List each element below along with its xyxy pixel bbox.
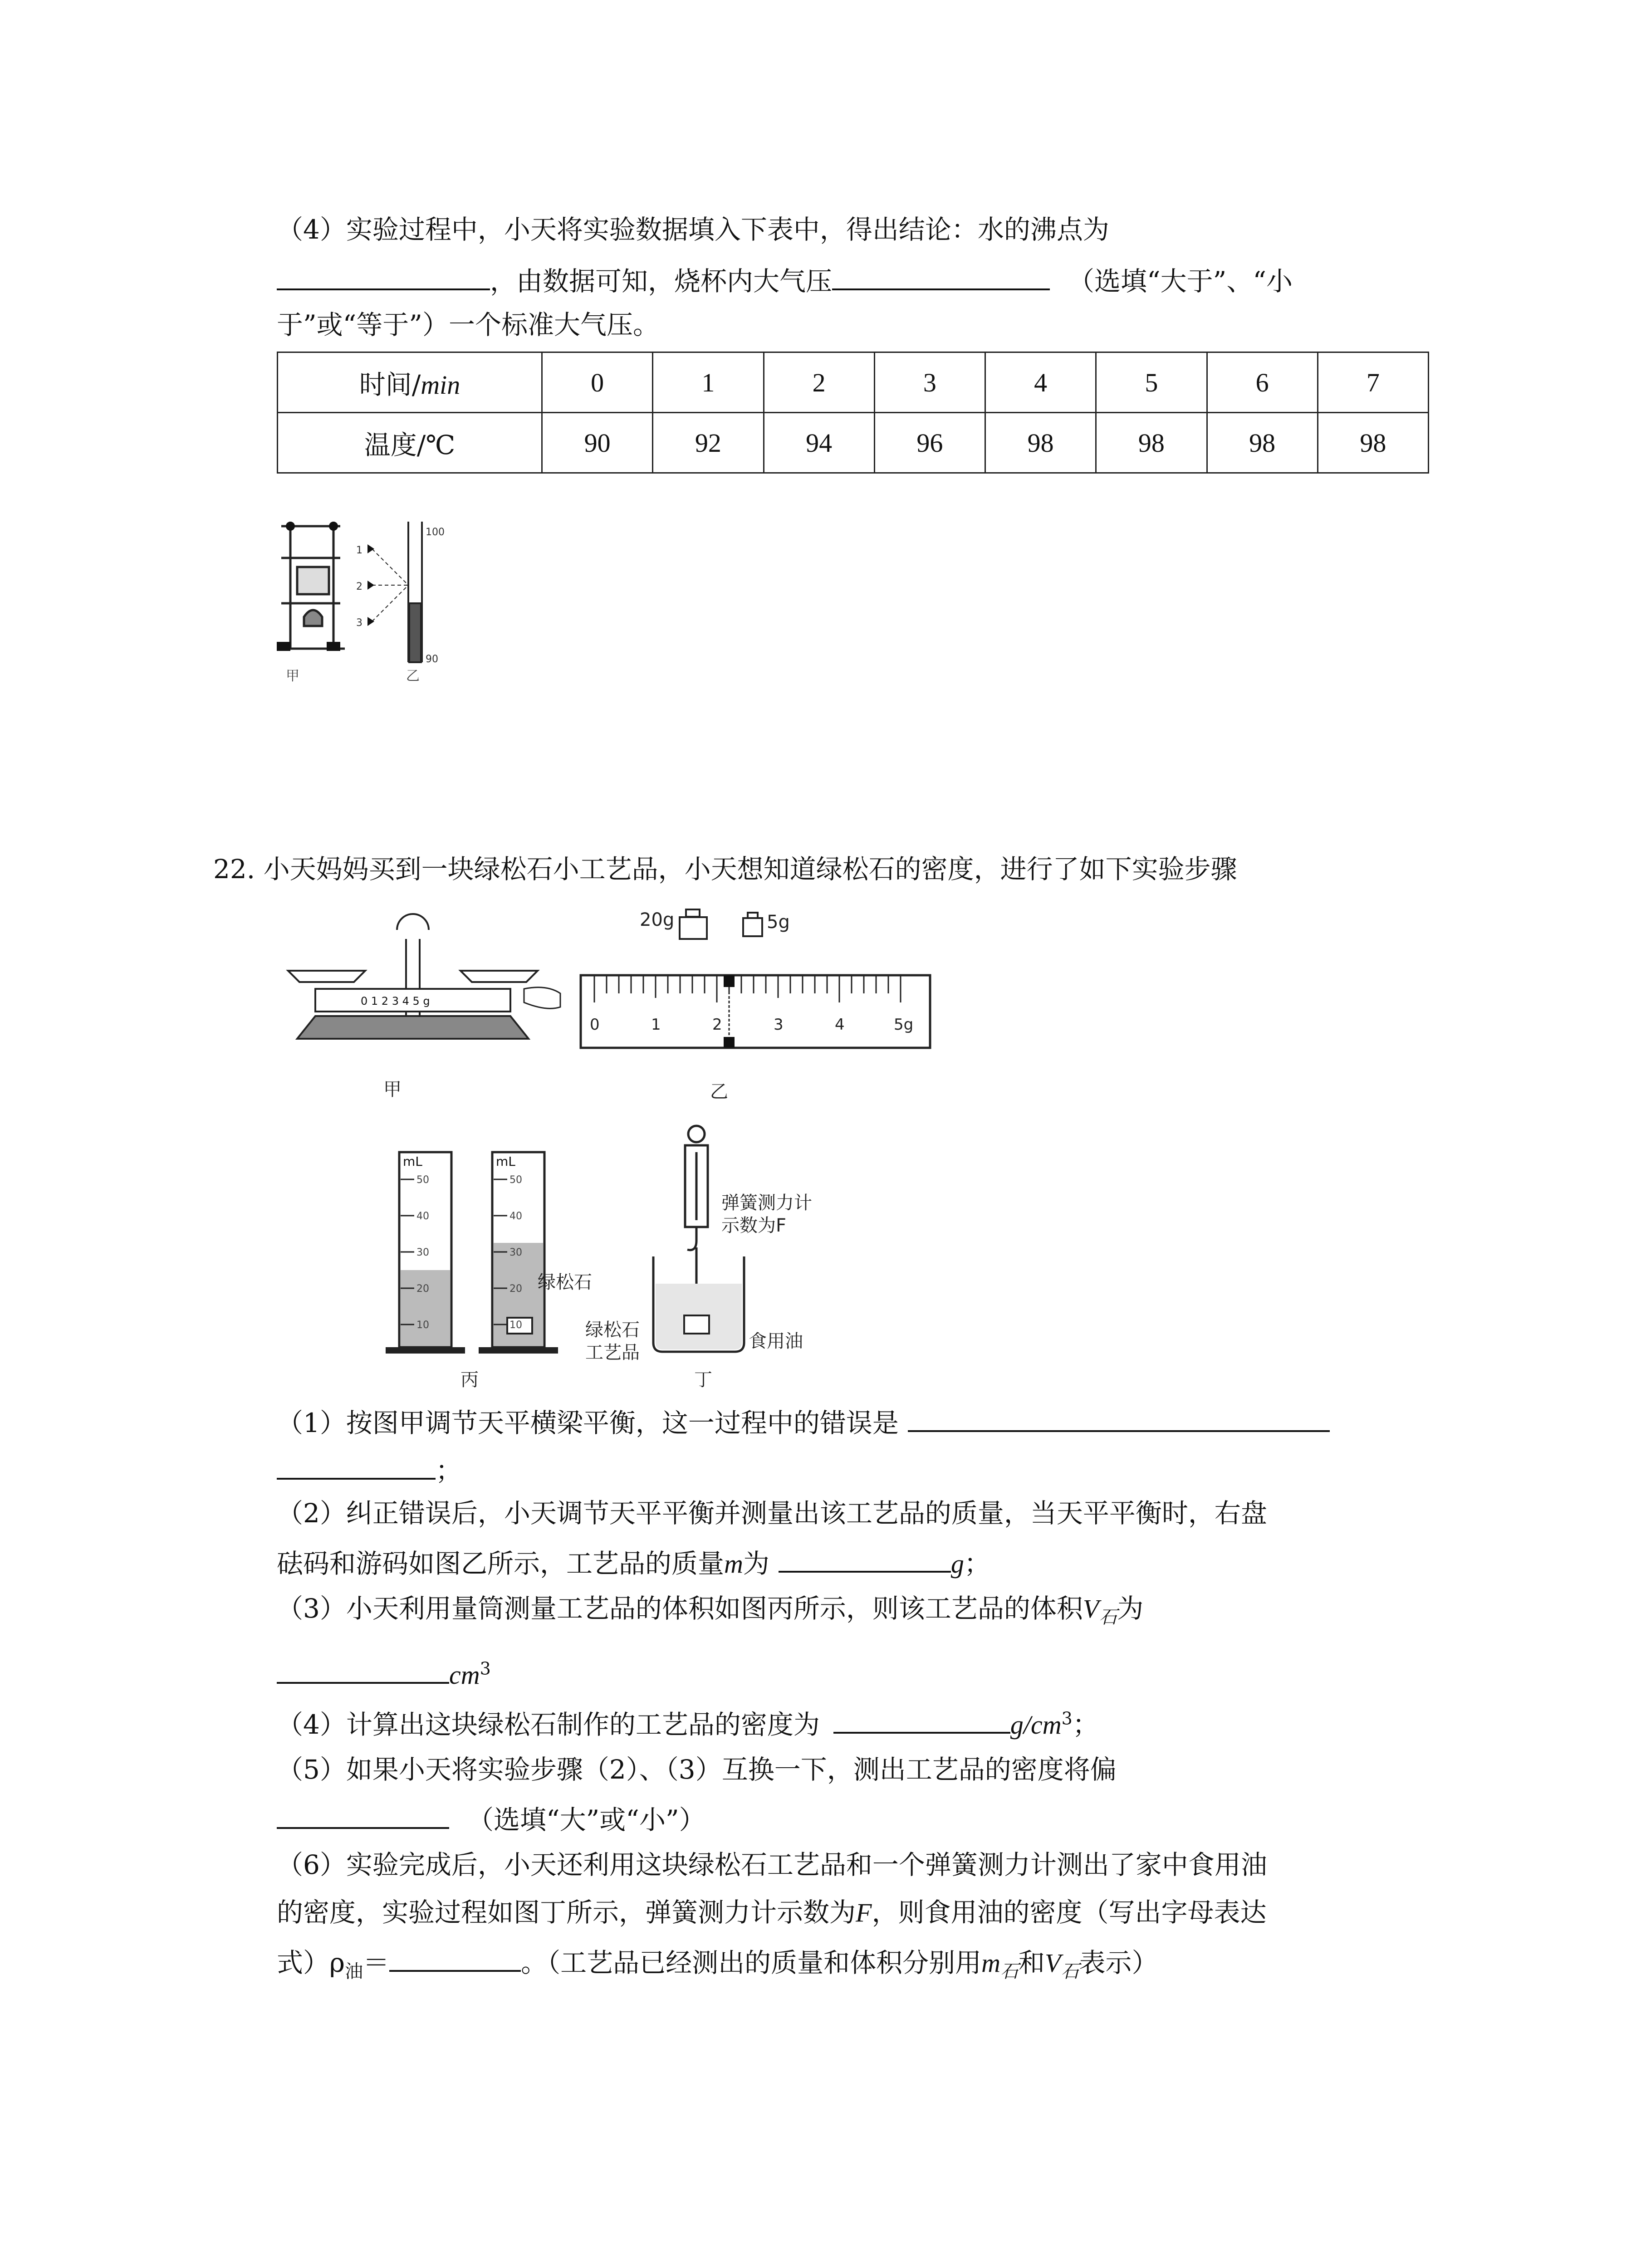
- weight-20g-icon: [676, 907, 712, 941]
- label-jia: 甲: [286, 668, 299, 684]
- table-row-temperature: [278, 413, 1429, 473]
- time-cell: 5: [1096, 352, 1207, 413]
- craft-in-oil-icon: [684, 1315, 709, 1334]
- q22-stem: 22. 小天妈妈买到一块绿松石小工艺品，小天想知道绿松石的密度，进行了如下实验步骤: [213, 854, 1237, 885]
- temp-cell: 94: [764, 413, 874, 473]
- cylinder-tick-label: 50: [509, 1174, 522, 1186]
- temp-cell: 98: [1207, 413, 1318, 473]
- q22-part3: （3）小天利用量筒测量工艺品的体积如图丙所示，则该工艺品的体积$V_石$为: [277, 1593, 1144, 1628]
- temp-cell: 98: [1318, 413, 1428, 473]
- caption-yi: 乙: [710, 1081, 728, 1102]
- caption-bing: 丙: [460, 1369, 479, 1390]
- density-blank[interactable]: [833, 1706, 1010, 1734]
- bias-blank[interactable]: [277, 1801, 449, 1829]
- position-3-label: 3: [356, 617, 362, 629]
- pressure-blank[interactable]: [832, 262, 1050, 290]
- slider-ruler-figure: [576, 966, 935, 1057]
- cylinder-right: [479, 1152, 558, 1354]
- weight-5g-icon: [740, 911, 767, 939]
- ruler-tick-label: 3: [774, 1016, 784, 1034]
- hand-icon: [524, 987, 560, 1009]
- slider-rider-top-icon: [724, 975, 735, 987]
- cylinder-tick-label: 50: [416, 1174, 429, 1186]
- time-cell: 4: [985, 352, 1096, 413]
- temperature-header: 温度/℃: [278, 413, 542, 473]
- cylinder-unit-label: mL: [403, 1154, 422, 1169]
- temp-cell: 90: [542, 413, 653, 473]
- q22-part6-line2: 的密度，实验过程如图丁所示，弹簧测力计示数为F，则食用油的密度（写出字母表达: [277, 1897, 1267, 1928]
- balance-figure: [279, 912, 565, 1057]
- q22-part5-line1: （5）如果小天将实验步骤（2）、（3）互换一下，测出工艺品的密度将偏: [277, 1754, 1117, 1785]
- position-2-label: 2: [356, 581, 362, 592]
- q22-part4: （4）计算出这块绿松石制作的工艺品的密度为 $g/cm^3$；: [277, 1706, 1099, 1741]
- eye-position-icon: [367, 544, 374, 553]
- slider-rider-bottom-icon: [724, 1037, 735, 1048]
- graduated-cylinders-figure: [381, 1134, 590, 1361]
- ruler-tick-label: 5g: [894, 1016, 914, 1034]
- time-header: 时间/min: [278, 352, 542, 413]
- temp-cell: 92: [653, 413, 764, 473]
- q22-part2-line1: （2）纠正错误后，小天调节天平平衡并测量出该工艺品的质量，当天平平衡时，右盘: [277, 1498, 1267, 1529]
- cylinder-unit-label: mL: [496, 1154, 515, 1169]
- cylinder-tick-label: 10: [416, 1320, 429, 1331]
- temp-cell: 98: [985, 413, 1096, 473]
- time-cell: 2: [764, 352, 874, 413]
- q22-part5-line2: （选填“大”或“小”）: [277, 1801, 705, 1836]
- spring-scale-label-1: 弹簧测力计: [721, 1193, 812, 1213]
- oil-density-blank[interactable]: [389, 1944, 521, 1972]
- q21-text-b: （选填“大于”、“小: [1068, 266, 1293, 297]
- position-1-label: 1: [356, 545, 362, 556]
- label-yi: 乙: [406, 668, 420, 684]
- time-cell: 3: [874, 352, 985, 413]
- q21-part4-line3: 于”或“等于”）一个标准大气压。: [277, 309, 659, 340]
- caption-ding: 丁: [694, 1369, 712, 1390]
- time-cell: 1: [653, 352, 764, 413]
- error-blank-cont[interactable]: [277, 1452, 436, 1480]
- data-table: [277, 352, 1429, 474]
- spring-scale-label-2: 示数为F: [721, 1215, 787, 1236]
- weight-5g-label: 5g: [767, 912, 790, 933]
- oil-label: 食用油: [749, 1331, 803, 1352]
- ruler-tick-label: 0: [590, 1016, 600, 1034]
- cylinder-tick-label: 20: [509, 1283, 522, 1295]
- q22-part1: （1）按图甲调节天平横梁平衡，这一过程中的错误是: [277, 1404, 1330, 1439]
- error-blank[interactable]: [908, 1404, 1330, 1432]
- cylinder-tick-label: 10: [509, 1320, 522, 1331]
- ruler-tick-label: 1: [651, 1016, 661, 1034]
- cylinder-tick-label: 40: [416, 1211, 429, 1222]
- temp-cell: 98: [1096, 413, 1207, 473]
- balance-scale-ticks: 0 1 2 3 4 5 g: [361, 995, 430, 1007]
- q21-part4-line1: （4）实验过程中，小天将实验数据填入下表中，得出结论：水的沸点为: [277, 214, 1109, 245]
- q21-part4-line2: [277, 262, 1293, 298]
- ruler-tick-label: 2: [712, 1016, 722, 1034]
- ruler-tick-label: 4: [835, 1016, 845, 1034]
- thermometer-100-label: 100: [426, 527, 445, 538]
- q22-part3-cont: $cm^3$: [277, 1656, 491, 1691]
- craft-label-2: 工艺品: [585, 1342, 640, 1363]
- caption-jia: 甲: [383, 1079, 402, 1100]
- cylinder-tick-label: 20: [416, 1283, 429, 1295]
- cylinder-left: [386, 1152, 465, 1354]
- boiling-apparatus-figure: [272, 513, 481, 699]
- time-cell: 7: [1318, 352, 1428, 413]
- time-cell: 0: [542, 352, 653, 413]
- q21-text-a: ，由数据可知，烧杯内大气压: [490, 266, 833, 297]
- temp-cell: 96: [874, 413, 985, 473]
- q22-part1-cont: ；: [277, 1452, 462, 1487]
- q22-part6-line3: 式）$\rho_油=$ 。（工艺品已经测出的质量和体积分别用$m_石$和$V_石$表示）: [277, 1944, 1158, 1980]
- mass-blank[interactable]: [779, 1545, 951, 1573]
- q22-part6-line1: （6）实验完成后，小天还利用这块绿松石工艺品和一个弹簧测力计测出了家中食用油: [277, 1849, 1267, 1880]
- base-block-icon: [277, 642, 290, 651]
- boiling-point-blank[interactable]: [277, 262, 490, 290]
- cylinder-tick-label: 30: [416, 1247, 429, 1258]
- volume-blank[interactable]: [277, 1656, 449, 1684]
- table-row-time: [278, 352, 1429, 413]
- cylinder-tick-label: 40: [509, 1211, 522, 1222]
- cylinder-tick-label: 30: [509, 1247, 522, 1258]
- q22-part2-line2: 砝码和游码如图乙所示，工艺品的质量m为 g；: [277, 1545, 990, 1580]
- time-cell: 6: [1207, 352, 1318, 413]
- thermometer-90-label: 90: [426, 654, 438, 665]
- weight-20g-label: 20g: [640, 909, 675, 930]
- stone-label: 绿松石: [538, 1272, 592, 1293]
- craft-label-1: 绿松石: [585, 1320, 640, 1340]
